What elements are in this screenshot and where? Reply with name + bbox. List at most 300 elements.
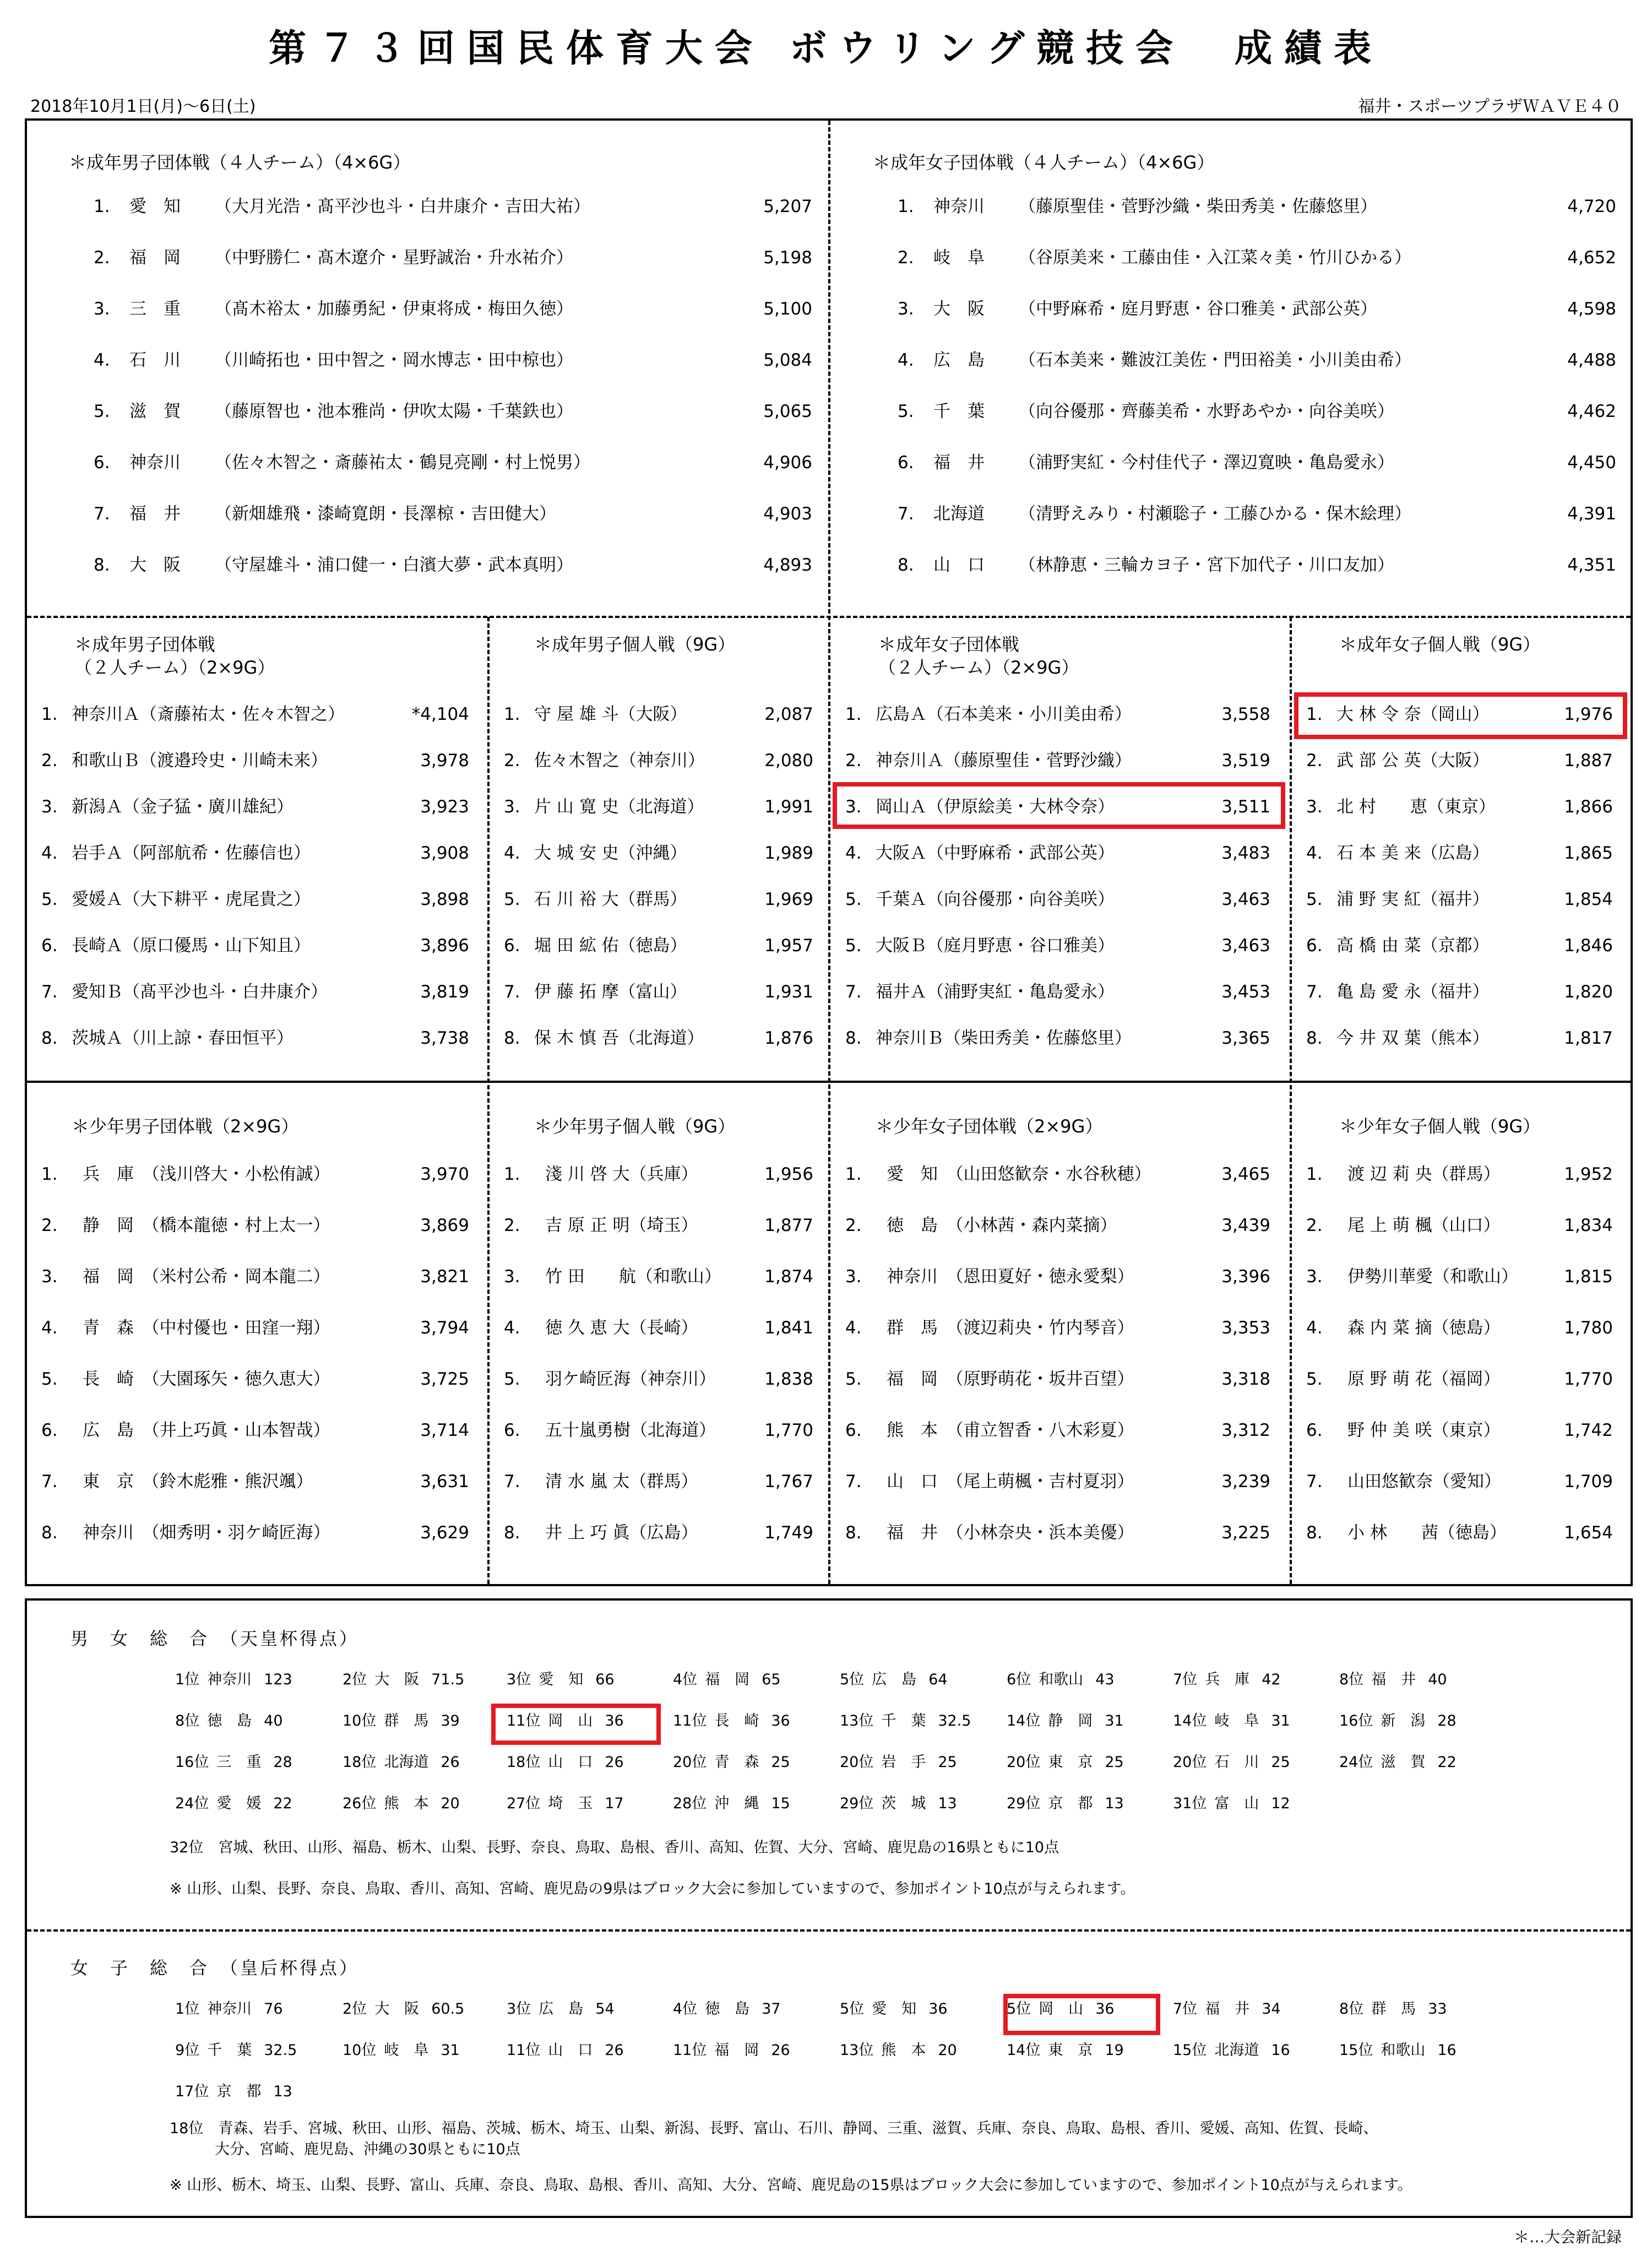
ranking-pt: 42 (1262, 1671, 1281, 1688)
ranking-name: 青 森 (714, 1754, 759, 1771)
result-name: 大阪Ａ（中野麻希・武部公英） (876, 843, 1115, 863)
result-score: 4,598 (1567, 299, 1616, 319)
ranking-pos: 18位 (507, 1754, 541, 1771)
result-name: 山 口 （尾上萌楓・吉村夏羽） (887, 1472, 1134, 1492)
ranking-pt: 19 (1105, 2042, 1124, 2059)
result-name: 愛 知 （山田悠歓奈・水谷秋穂） (887, 1164, 1151, 1184)
result-row (52, 349, 818, 371)
ranking-pos: 1位 (175, 2000, 200, 2018)
result-name: 徳 久 恵 大（長崎） (545, 1318, 698, 1338)
result-rank: 6. (845, 1420, 862, 1440)
result-row (856, 298, 1622, 320)
result-score: 4,903 (763, 504, 812, 524)
panel-girls-indiv (1301, 1115, 1623, 1567)
result-row (1301, 1317, 1623, 1339)
ranking-name: 愛 媛 (216, 1795, 262, 1812)
result-members: （藤原聖佳・菅野沙織・柴田秀美・佐藤悠里） (1019, 197, 1377, 216)
result-score: 5,084 (763, 350, 812, 370)
result-pref: 福 井 (933, 453, 985, 473)
result-score: 3,714 (420, 1420, 469, 1440)
result-pref: 滋 賀 (129, 402, 181, 421)
result-score: 1,742 (1564, 1420, 1613, 1440)
ranking-pt: 26 (441, 1754, 460, 1771)
result-rank: 1. (41, 1164, 58, 1184)
ranking-name: 愛 知 (872, 2000, 917, 2018)
result-rank: 6. (504, 1420, 520, 1440)
result-rank: 7. (504, 1472, 520, 1492)
ranking-name: 三 重 (216, 1754, 262, 1771)
result-score: 3,821 (420, 1267, 469, 1287)
result-members: （中野勝仁・髙木遼介・星野誠治・升水祐介） (215, 248, 573, 268)
result-rank: 8. (1306, 1028, 1323, 1048)
result-row (856, 400, 1622, 422)
result-row (36, 981, 479, 1003)
result-score: 1,931 (764, 982, 813, 1002)
ranking-entry (673, 1753, 790, 1772)
result-row (52, 247, 818, 269)
result-row (840, 888, 1280, 910)
result-members: （林静恵・三輪カヨ子・宮下加代子・川口友加） (1019, 555, 1394, 575)
ranking-pos: 11位 (673, 1712, 707, 1729)
result-pref: 愛 知 (129, 197, 181, 216)
ranking-pt: 36 (928, 2000, 948, 2018)
ranking-entry (175, 2041, 297, 2060)
result-pref: 福 井 (129, 504, 181, 524)
result-pref: 三 重 (129, 299, 181, 319)
result-rank: 5. (504, 890, 520, 909)
result-row (1301, 888, 1623, 910)
result-rank: 4. (1306, 1318, 1323, 1338)
result-score: 1,854 (1564, 890, 1613, 909)
result-row (840, 1214, 1280, 1237)
result-name: 佐々木智之（神奈川） (534, 751, 705, 771)
panel-title: ＊少年女子団体戦（2×9G） (876, 1116, 1103, 1137)
ranking-pt: 33 (1428, 2000, 1447, 2018)
result-rank: 7. (845, 982, 862, 1002)
ranking-pt: 25 (938, 1754, 957, 1771)
result-rank: 1. (94, 197, 110, 216)
ranking-name: 山 口 (548, 1754, 593, 1771)
ranking-pos: 24位 (175, 1795, 209, 1812)
result-score: 1,841 (764, 1318, 813, 1338)
result-name: 愛媛Ａ（大下耕平・虎尾貴之） (72, 890, 311, 909)
ranking-pt: 66 (595, 1671, 615, 1688)
ranking-pt: 34 (1262, 2000, 1281, 2018)
ranking-entry (175, 1753, 292, 1772)
ranking-pos: 31位 (1173, 1795, 1207, 1812)
ranking-pos: 9位 (175, 2042, 200, 2059)
panel-women-team4 (856, 146, 1622, 598)
panel-title: ＊少年女子個人戦（9G） (1339, 1116, 1541, 1137)
result-row (1301, 981, 1623, 1003)
result-rank: 1. (504, 1164, 520, 1184)
ranking-pt: 76 (264, 2000, 283, 2018)
result-rank: 8. (94, 555, 110, 575)
ranking-pt: 28 (1437, 1712, 1457, 1729)
result-row (1301, 1214, 1623, 1237)
result-row (36, 1317, 479, 1339)
result-score: 3,898 (420, 890, 469, 909)
result-score: 1,991 (764, 797, 813, 817)
ranking-name: 神奈川 (207, 1671, 252, 1688)
result-name: 茨城Ａ（川上諒・春田恒平） (72, 1028, 294, 1048)
ranking-name: 大 阪 (374, 1671, 420, 1688)
result-row (840, 935, 1280, 957)
result-score: 3,629 (420, 1523, 469, 1543)
result-row (36, 1471, 479, 1493)
result-score: 3,463 (1221, 890, 1270, 909)
ranking-pos: 2位 (343, 2000, 367, 2018)
panel-title: ＊成年男子団体戦（４人チーム）（4×6G） (69, 152, 411, 173)
result-name: 浦 野 実 紅（福井） (1336, 890, 1490, 909)
ranking-pt: 43 (1095, 1671, 1115, 1688)
ranking-name: 長 崎 (714, 1712, 759, 1729)
result-name: 野 仲 美 咲（東京） (1347, 1420, 1501, 1440)
ranking-name: 滋 賀 (1381, 1754, 1426, 1771)
result-score: 3,631 (420, 1472, 469, 1492)
result-row (856, 247, 1622, 269)
result-row (52, 503, 818, 525)
ranking-pt: 32.5 (938, 1712, 971, 1729)
result-row (52, 196, 818, 218)
result-row (1301, 1471, 1623, 1493)
result-score: 1,838 (764, 1369, 813, 1389)
result-rank: 6. (41, 1420, 58, 1440)
ranking-pos: 8位 (175, 1712, 200, 1729)
ranking-name: 岐 阜 (384, 2042, 429, 2059)
ranking-name: 山 口 (548, 2042, 593, 2059)
result-row (498, 1471, 823, 1493)
ranking-pos: 11位 (507, 2042, 541, 2059)
result-score: 3,318 (1221, 1369, 1270, 1389)
result-rank: 1. (504, 704, 520, 724)
result-rank: 8. (1306, 1523, 1323, 1543)
result-row (498, 1163, 823, 1185)
result-score: 4,652 (1567, 248, 1616, 268)
result-score: 3,239 (1221, 1472, 1270, 1492)
result-pref: 大 阪 (129, 555, 181, 575)
ranking-pos: 11位 (507, 1712, 541, 1729)
result-row (36, 935, 479, 957)
result-members: （谷原美来・工藤由佳・入江菜々美・竹川ひかる） (1019, 248, 1411, 268)
result-score: 3,439 (1221, 1216, 1270, 1235)
result-score: 3,869 (420, 1216, 469, 1235)
result-name: 伊勢川華愛（和歌山） (1347, 1267, 1518, 1287)
result-members: （佐々木智之・斎藤祐太・鶴見亮剛・村上悦男） (215, 453, 590, 473)
result-score: 3,365 (1221, 1028, 1270, 1048)
ranking-name: 富 山 (1214, 1795, 1259, 1812)
result-pref: 広 島 (933, 350, 985, 370)
result-name: 五十嵐勇樹（北海道） (545, 1420, 716, 1440)
panel-subtitle: （２人チーム）（2×9G） (74, 657, 275, 678)
ranking-pt: 71.5 (431, 1671, 465, 1688)
result-name: 高 橋 由 菜（京都） (1336, 936, 1490, 956)
result-score: 3,519 (1221, 751, 1270, 771)
result-rank: 2. (41, 1216, 58, 1235)
ranking-pos: 14位 (1007, 1712, 1041, 1729)
result-name: 大阪Ｂ（庭月野恵・谷口雅美） (876, 936, 1115, 956)
panel-subtitle: （２人チーム）（2×9G） (878, 657, 1079, 678)
ranking-pos: 16位 (1339, 1712, 1373, 1729)
ranking-pt: 37 (762, 2000, 781, 2018)
ranking-name: 徳 島 (207, 1712, 252, 1729)
result-rank: 1. (41, 704, 58, 724)
result-row (36, 1419, 479, 1441)
ranking-pt: 17 (605, 1795, 624, 1812)
result-members: （石本美来・難波江美佐・門田裕美・小川美由希） (1019, 350, 1411, 370)
result-rank: 8. (41, 1523, 58, 1543)
result-name: 武 部 公 英（大阪） (1336, 751, 1490, 771)
result-rank: 2. (41, 751, 58, 771)
result-name: 福 岡 （原野萌花・坂井百望） (887, 1369, 1134, 1389)
result-score: 1,820 (1564, 982, 1613, 1002)
ranking-entry (1339, 1999, 1447, 2019)
ranking-name: 東 京 (1048, 2042, 1093, 2059)
ranking-entry (673, 1711, 790, 1731)
ranking-entry (673, 1670, 781, 1690)
result-row (52, 400, 818, 422)
result-rank: 4. (898, 350, 914, 370)
ranking-entry (1173, 2041, 1290, 2060)
ranking-pos: 28位 (673, 1795, 707, 1812)
event-date: 2018年10月1日(月)～6日(土) (30, 97, 256, 116)
result-score: 1,749 (764, 1523, 813, 1543)
result-row (840, 1471, 1280, 1493)
ranking-name: 熊 本 (384, 1795, 429, 1812)
result-rank: 6. (1306, 1420, 1323, 1440)
result-score: 4,720 (1567, 197, 1616, 216)
ranking-entry (1007, 2041, 1124, 2060)
overall-heading: 男 女 総 合 （天皇杯得点） (70, 1628, 360, 1649)
result-rank: 6. (504, 936, 520, 956)
ranking-pos: 8位 (1339, 1671, 1364, 1688)
result-row (840, 750, 1280, 772)
ranking-name: 和歌山 (1381, 2042, 1426, 2059)
result-rank: 7. (1306, 1472, 1323, 1492)
panel-boys-indiv (498, 1115, 823, 1567)
ranking-pt: 64 (928, 1671, 948, 1688)
ranking-name: 新 潟 (1381, 1712, 1426, 1729)
result-rank: 7. (898, 504, 914, 524)
result-row (52, 298, 818, 320)
result-name: 千葉Ａ（向谷優那・向谷美咲） (876, 890, 1115, 909)
result-name: 静 岡 （橋本龍徳・村上太一） (83, 1216, 330, 1235)
result-score: 4,906 (763, 453, 812, 473)
result-rank: 4. (41, 1318, 58, 1338)
ranking-pt: 26 (605, 1754, 624, 1771)
result-row (36, 1266, 479, 1288)
result-row (840, 1163, 1280, 1185)
result-row (1301, 1027, 1623, 1049)
result-name: 岩手Ａ（阿部航希・佐藤信也） (72, 843, 311, 863)
ranking-name: 熊 本 (881, 2042, 926, 2059)
result-score: 1,654 (1564, 1523, 1613, 1543)
result-rank: 2. (1306, 1216, 1323, 1235)
ranking-pt: 25 (1271, 1754, 1290, 1771)
ranking-pt: 31 (441, 2042, 460, 2059)
ranking-entry (1339, 2041, 1457, 2060)
ranking-pos: 15位 (1173, 2042, 1207, 2059)
result-name: 熊 本 （甫立智香・八木彩夏） (887, 1420, 1134, 1440)
ranking-entry (343, 1999, 464, 2019)
ranking-name: 北海道 (1214, 2042, 1259, 2059)
ranking-name: 群 馬 (384, 1712, 429, 1729)
result-name: 片 山 寛 史（北海道） (534, 797, 704, 817)
ranking-pos: 6位 (1007, 1671, 1031, 1688)
result-rank: 7. (41, 982, 58, 1002)
ranking-pos: 27位 (507, 1795, 541, 1812)
result-pref: 北海道 (933, 504, 985, 524)
ranking-name: 福 井 (1205, 2000, 1250, 2018)
result-rank: 5. (845, 890, 862, 909)
result-row (36, 750, 479, 772)
ranking-entry (840, 1670, 948, 1690)
ranking-name: 千 葉 (881, 1712, 926, 1729)
ranking-pt: 123 (264, 1671, 292, 1688)
result-row (840, 1368, 1280, 1390)
result-members: （守屋雄斗・浦口健一・白濱大夢・武本真明） (215, 555, 573, 575)
result-name: 吉 原 正 明（埼玉） (545, 1216, 698, 1235)
ranking-name: 愛 知 (539, 1671, 584, 1688)
divider-center (828, 121, 830, 1584)
panel-men-indiv (498, 633, 823, 1063)
result-score: 3,970 (420, 1164, 469, 1184)
result-row (498, 703, 823, 725)
result-name: 石 川 裕 大（群馬） (534, 890, 687, 909)
result-score: 1,877 (764, 1216, 813, 1235)
ranking-entry (175, 1670, 292, 1690)
result-row (36, 888, 479, 910)
result-rank: 3. (1306, 1267, 1323, 1287)
result-rank: 8. (504, 1028, 520, 1048)
ranking-name: 静 岡 (1048, 1712, 1093, 1729)
result-score: 1,817 (1564, 1028, 1613, 1048)
result-row (856, 196, 1622, 218)
result-name: 徳 島 （小林茜・森内菜摘） (887, 1216, 1117, 1235)
ranking-name: 群 馬 (1371, 2000, 1416, 2018)
ranking-name: 東 京 (1048, 1754, 1093, 1771)
panel-women-team2 (840, 633, 1280, 1063)
result-rank: 2. (845, 1216, 862, 1235)
result-members: （川崎拓也・田中智之・岡水博志・田中椋也） (215, 350, 573, 370)
ranking-pt: 22 (1437, 1754, 1457, 1771)
result-name: 小 林 茜（徳島） (1347, 1523, 1507, 1543)
result-row (498, 888, 823, 910)
highlight-women-indiv-1st (1294, 692, 1627, 739)
result-rank: 4. (1306, 843, 1323, 863)
divider-right (1290, 617, 1292, 1584)
result-row (498, 1522, 823, 1544)
result-rank: 3. (845, 797, 862, 817)
women-line18a: 18位 青森、岩手、宮城、秋田、山形、福島、茨城、栃木、埼玉、山梨、新潟、長野、富山、石川、静岡、三重、滋賀、兵庫、奈良、鳥取、島根、香川、愛媛、高知、佐賀、長崎、 (170, 2120, 1378, 2137)
ranking-name: 和歌山 (1039, 1671, 1084, 1688)
result-rank: 3. (898, 299, 914, 319)
ranking-entry (1173, 1753, 1290, 1772)
result-rank: 8. (41, 1028, 58, 1048)
result-row (840, 842, 1280, 864)
ranking-entry (507, 2041, 624, 2060)
ranking-entry (1339, 1711, 1457, 1731)
result-score: 4,462 (1567, 402, 1616, 421)
result-score: 1,874 (764, 1267, 813, 1287)
result-name: 守 屋 雄 斗（大阪） (534, 704, 687, 724)
ranking-name: 岐 阜 (1214, 1712, 1259, 1729)
result-score: 1,865 (1564, 843, 1613, 863)
result-name: 森 内 菜 摘（徳島） (1347, 1318, 1501, 1338)
result-name: 群 馬 （渡辺莉央・竹内琴音） (887, 1318, 1134, 1338)
result-score: 1,770 (764, 1420, 813, 1440)
result-row (36, 842, 479, 864)
result-pref: 石 川 (129, 350, 181, 370)
ranking-pos: 29位 (840, 1795, 874, 1812)
result-score: 3,225 (1221, 1523, 1270, 1543)
ranking-pos: 7位 (1173, 1671, 1198, 1688)
result-name: 和歌山Ｂ（渡邉玲史・川崎未来） (72, 751, 328, 771)
result-score: 4,488 (1567, 350, 1616, 370)
result-row (52, 554, 818, 576)
ranking-entry (175, 1999, 283, 2019)
result-row (1301, 1266, 1623, 1288)
result-row (36, 1163, 479, 1185)
event-venue: 福井・スポーツプラザＷＡＶＥ４０ (1358, 97, 1622, 116)
result-score: 1,815 (1564, 1267, 1613, 1287)
result-rank: 1. (1306, 704, 1323, 724)
ranking-name: 岡 山 (548, 1712, 593, 1729)
result-score: 4,391 (1567, 504, 1616, 524)
ranking-pt: 20 (938, 2042, 957, 2059)
panel-men-team2 (36, 633, 479, 1063)
result-members: （大月光浩・髙平沙也斗・白井康介・吉田大祐） (215, 197, 590, 216)
result-rank: 3. (94, 299, 110, 319)
ranking-name: 千 葉 (207, 2042, 252, 2059)
ranking-pos: 10位 (343, 1712, 377, 1729)
ranking-entry (343, 1794, 460, 1814)
ranking-pos: 14位 (1007, 2042, 1041, 2059)
result-row (1301, 1522, 1623, 1544)
result-rank: 7. (504, 982, 520, 1002)
result-score: *4,104 (411, 704, 469, 724)
ranking-entry (507, 1753, 624, 1772)
ranking-entry (507, 1999, 615, 2019)
result-rank: 4. (504, 1318, 520, 1338)
ranking-pos: 7位 (1173, 2000, 1198, 2018)
result-score: 4,893 (763, 555, 812, 575)
result-row (856, 349, 1622, 371)
result-name: 今 井 双 葉（熊本） (1336, 1028, 1490, 1048)
highlight-women-team2-3rd (833, 782, 1285, 829)
result-score: 3,558 (1221, 704, 1270, 724)
result-score: 3,463 (1221, 936, 1270, 956)
ranking-pt: 60.5 (431, 2000, 465, 2018)
footnote: ＊…大会新記録 (1513, 2228, 1622, 2246)
result-score: 1,989 (764, 843, 813, 863)
ranking-pos: 10位 (343, 2042, 377, 2059)
result-score: 3,396 (1221, 1267, 1270, 1287)
ranking-pos: 4位 (673, 1671, 698, 1688)
result-name: 渡 辺 莉 央（群馬） (1347, 1164, 1501, 1184)
result-rank: 3. (41, 797, 58, 817)
result-row (498, 981, 823, 1003)
result-name: 大 林 令 奈（岡山） (1336, 704, 1490, 724)
result-rank: 3. (1306, 797, 1323, 817)
result-rank: 1. (1306, 1164, 1323, 1184)
ranking-pt: 12 (1271, 1795, 1290, 1812)
ranking-pt: 28 (273, 1754, 292, 1771)
result-row (498, 750, 823, 772)
ranking-entry (1173, 1711, 1290, 1731)
result-pref: 岐 阜 (933, 248, 985, 268)
result-name: 竹 田 航（和歌山） (545, 1267, 721, 1287)
